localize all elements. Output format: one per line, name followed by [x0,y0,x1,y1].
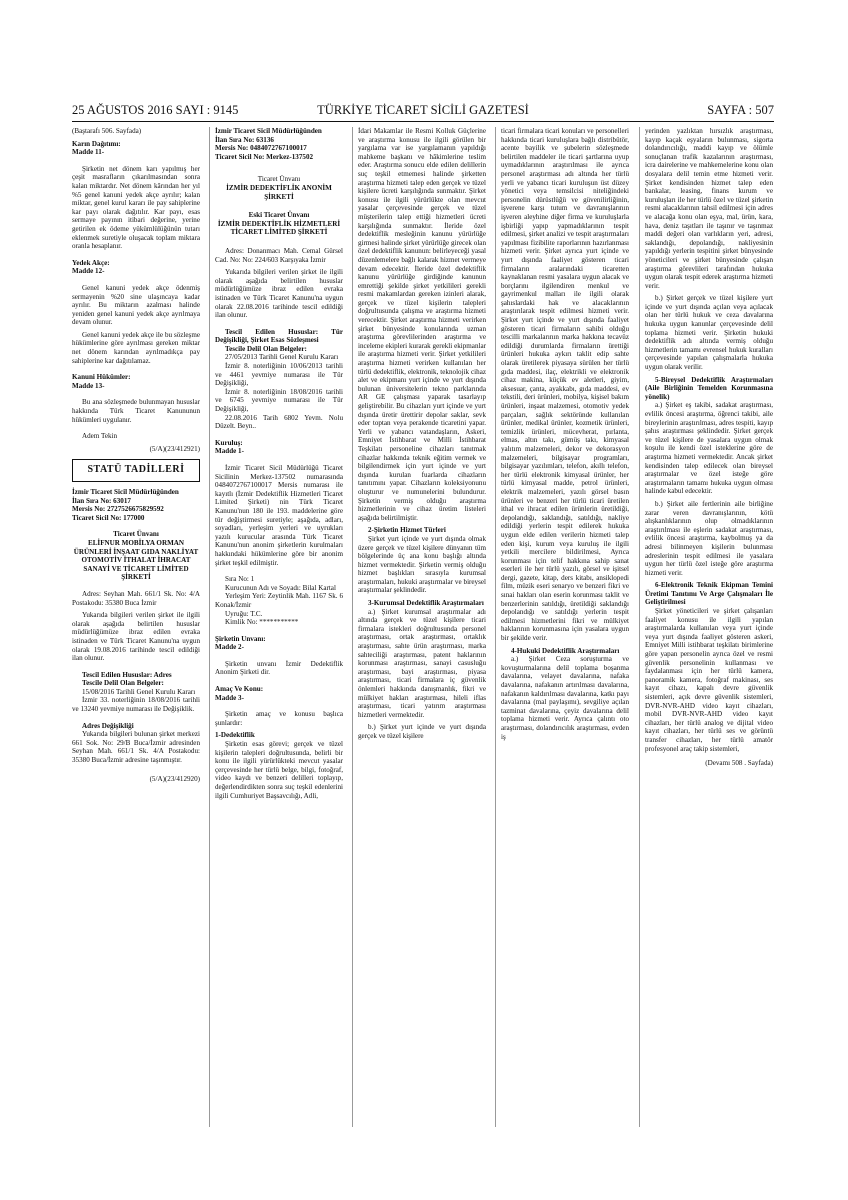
evidence-documents: Tescile Delil Olan Belgeler: [82,679,164,688]
paragraph: Yerleşim Yeri: Zeytinlik Mah. 1167 Sk. 6 Konak/İzmir [215,592,343,609]
section-heading: 4-Hukuki Dedektiflik Araştırmaları [511,646,620,655]
page-number: SAYFA : 507 [707,103,774,117]
paragraph: Yukarıda bilgileri verilen şirket ile ilgili olarak aşağıda belirtilen hususlar müdürlüğümüze ibraz edilen evraka istinaden ve Türk Ticaret Kanunu'na uygun olarak 19.08.2016 tarihinde tescil edildiği ilan olunur. [72,611,200,663]
company-name: ELİFNUR MOBİLYA ORMAN ÜRÜNLERİ İNŞAAT GIDA NAKLİYAT OTOMOTİV İTHALAT İHRACAT SANAYİ VE TİCARET LİMİTED ŞİRKETİ [73,538,199,582]
column-divider [209,127,210,1127]
article-number: Madde 13- [72,381,105,390]
section-heading: 1-Dedektiflik [215,731,255,740]
paragraph: İdari Makamlar ile Resmi Kolluk Güçlerine ve araştırma konusu ile ilgili görülen bir yargılama var ise yargılamanın yapıldığı mahkeme başkanı ve hâkimlerine teslim eder. Araştırma sonucu elde edilen delillerin suç teşkil etmemesi halinde şirketten araştırma hizmeti talep eden gerçek ve tüzel kişilere ücreti karşılığında sunmaktır. Şirket konusu ile ilgili yürürlükte olan mevcut yasalar çerçevesinde gerçek ve tüzel müşterilerin talep ettiği hizmetleri ücreti karşılığında sunmaktır. İleride özel dedektiflik mesleğinin kanunu yürürlüğe girmesi halinde şirket yürürlüğe girecek olan özel dedektiflik kanunun: belirleyeceği yasal düzenlemelere bağlı kalarak hizmet vermeye devam edecektir. İleride özel dedektiflik kanunu yürürlüğe girdiğinde kanunun emrettiği şekilde şirket yetkilileri gerekli resmi makamlardan gereken izinleri alarak, gerçek ve tüzel kişilerin talepleri doğrultusunda çalışma ve araştırma hizmeti verecektir. Şirket araştırma hizmeti verirken şirket bünyesinde konularında uzman araştırma görevlilerinden araştırma ve inceleme ekipleri kurarak gerekli ekipmanlar ile araştırma hizmeti verir. Şirket yetkilileri araştırma hizmeti verirken kullanılan her türlü dedektiflik, elektronik, teknolojik cihaz alet ve ekipmanı yurt içinde ve yurt dışında bulunan üniversitelerin tekno parklarında AR GE çalışması yaparak tasarlayıp geliştirebilir. Bu cihazları yurt içinde ve yurt dışında üretir ürettirir depolar saklar, sevk eder toptan veya perakende ticaretini yapar. Yerli ve yabancı vatandaşların, Askeri, Emniyet İstihbarat ve Milli İstihbarat Teşkilatı personeline cihazları tanıtmak cihazlar hakkında teknik eğitim vermek ve bilgilendirmek için yurt içinde ve yurt dışında kurulan fuarlarda cihazların tanıtımını yapar. Cihazların koleksiyonunu oluşturur ve numunelerini bulundurur. Şirketin vermiş olduğu araştırma hizmetlerinin ve cihaz üretim listeleri aşağıda belirtilmiştir. [358,127,486,522]
column-divider [495,127,496,1127]
section-heading: 2-Şirketin Hizmet Türleri [368,526,446,535]
paragraph: Şirketin amaç ve konusu başlıca şunlardır: [215,710,343,727]
section-box: STATÜ TADİLLERİ [72,459,200,482]
paragraph: Uyruğu: T.C. [225,609,263,618]
column-2 [215,127,343,1127]
paragraph: 27/05/2013 Tarihli Genel Kurulu Kararı [225,353,339,362]
section-heading: Karın Dağıtımı: [72,139,121,148]
company-name: İZMİR DEDEKTİFLİK ANONİM ŞİRKETİ [226,183,332,201]
company-title-label: Ticaret Ünvanı [257,175,301,184]
paragraph: Şirketin esas görevi; gerçek ve tüzel kişilerin talepleri doğrultusunda, belirli bir konu ile ilgili yürürlükteki mevcut yasalar çerçevesinde her türlü belge, bilgi, fotoğraf, video kaydı ve benzeri delilleri toplayıp, değerlendirdikten sonra suç teşkil edenlerini ilgili Cumhuriyet Başsavcılığı, Adli, [215,740,343,800]
paragraph: İzmir 8. noterliğinin 10/06/2013 tarihli ve 4461 yevmiye numarası ile Tür Değişikliği, [215,362,343,388]
notice-number: İlan Sıra No: 63136 [215,135,274,144]
section-heading: Adres Değişikliği [82,721,134,730]
evidence-documents: Tescile Delil Olan Belgeler: [225,344,307,353]
mersis-number: Mersis No: 2727526675829592 [72,505,164,514]
paragraph: b.) Şirket gerçek ve tüzel kişilere yurt içinde ve yurt dışında açılan veya açılacak olan her türlü hukuk ve ceza davalarına hukuka uygun kanunlar çerçevesinde delil toplama hizmeti verir. Şirketin hukuki dedektiflik adı altında vermiş olduğu hizmetlerin tamamı evrensel hukuk kuralları çerçevesinde yapılan çalışmalarla hukuka uygun olarak verilir. [645,294,773,372]
registered-matters: Tescil Edilen Hususlar: Adres [82,670,172,679]
notice-ref: (5/A)(23/412920) [149,774,200,783]
paragraph: Genel kanuni yedek akçe ile bu sözleşme hükümlerine göre ayrılması gereken miktar net dönem karından ayrılmadıkça pay sahiplerine kar dağıtılamaz. [72,330,200,365]
old-company-name: İZMİR DEDEKTİFLİK HİZMETLERİ TİCARET LİMİTED ŞİRKETİ [217,219,341,237]
article-number: Madde 11- [72,148,105,157]
registered-matters: Tescil Edilen Hususlar: Tür Değişikliği, Şirket Esas Sözleşmesi [215,327,343,345]
paragraph: Yukarıda bilgileri verilen şirket ile ilgili olarak aşağıda belirtilen hususlar müdürlüğümüze ibraz edilen evraka istinaden ve Türk Ticaret Kanunu'na uygun olarak 22.08.2016 tarihinde tescil edildiği ilan olunur. [215,268,343,320]
paragraph: Yukarıda bilgileri bulunan şirket merkezi 661 Sok. No: 29/B Buca/İzmir adresinden Seyhan Mah. 661/1 Sk. 4/A Postakodu: 35380 Buca/İzmir adresine taşınmıştır. [72,730,200,765]
paragraph: 22.08.2016 Tarih 6802 Yevm. Nolu Düzelt. Beyn.. [215,413,343,431]
paragraph: a.) Şirket eş takibi, sadakat araştırması, evlilik öncesi araştırma, öğrenci takibi, aile bireylerinin araştırılması, adres tespiti, kayıp şahıs araştırması şeklindedir. Şirket gerçek ve tüzel kişilere de yasalara uygun olmak koşulu ile kendi özel isteklerine göre de araştırma hizmeti vermektedir. Ancak şirket kendisinden talep edilecek olan bireysel araştırmalar ve özel isteğe göre araştırmaların tamamı hukuka uygun olması halinde kabul edecektir. [645,401,773,496]
paragraph: Şirketin net dönem karı yapılmış her çeşit masrafların çıkarılmasından sonra kalan miktardır. Net dönem kârından her yıl %5 genel kanuni yedek akçe ayrılır; kalan miktar, genel kurul kararı ile pay sahiplerine kar payı olarak dağıtılır. Kar payı, esas sermaye payının itibari değerine, yerine getirilen ek ödeme yükümlülüğünün tutarı eklenmek suretiyle oluşacak toplam miktara oranla hesaplanır. [72,164,200,251]
company-title-label: Ticaret Ünvanı [113,530,159,539]
registry-number: Ticaret Sicil No: 177000 [72,513,145,522]
paragraph: yerinden yazlıktan hırsızlık araştırması, kayıp kaçak eşyaların bulunması, sigorta dolandırıcılığı, maddi kayıp ve ölümle sonuçlanan trafik kazalarının araştırması, icra dairelerine ve mahkemelerine konu olan dosyalara delil temin etme hizmeti verir. Şirket kendisinden hizmet talep eden bankalar, leasing, finans kurum ve kuruluşları ile her türlü özel ve tüzel şirketin resmi alacaklarının tahsil edilmesi için adres ve alacağa konu olan eşya, mal, ürün, kara, hava, deniz taşıtları ile taşınır ve taşınmaz maddi değeri olan varlıkların yeri, adresi, saklandığı, depolandığı, nakliyesinin yapıldığı yerlerin tespitini şirket bünyesinde yöneticileri ve şirket bünyesinde çalışan araştırma görevlileri tarafından hukuka uygun olarak tespit ederek araştırma hizmeti verir. [645,127,773,290]
mersis-number: Mersis No: 0484072767100017 [215,144,307,153]
company-address: Adres: Seyhan Mah. 661/1 Sk. No: 4/A Postakodu: 35380 Buca İzmir [72,589,200,607]
paragraph: a.) Şirket kurumsal araştırmalar adı altında gerçek ve tüzel kişilere ticari firmalara istekleri doğrultusunda personel araştırması, ortak araştırması, ortaklık araştırması, sahte ürün araştırması, marka sahteciliği araştırması, patent haklarının korunması araştırması, sanayi casusluğu araştırması, bayi araştırması, piyasa araştırması, ticari firmalara iç güvenlik önlemleri hakkında danışmanlık, fikri ve mülkiyet hakları araştırması, hileli iflas araştırması, ticari yatırım araştırması hizmetleri vermektedir. [358,607,486,719]
signatory: Adem Tekin [82,432,118,441]
paragraph: ticari firmalara ticari konuları ve personelleri hakkında ticari kuruluşlara bağlı distribütör, acente bayilik ve şubelerin sözleşmede belirtilen maddeler ile ticari şartlarına uyup uymadıklarının araştırılması ile ayrıca personel araştırması adı altında her türlü yerli ve yabancı ticari kuruluşun üst düzey yönetici veya temsilcisi niteliğindeki personelin dürüstlüğü ve güvenilirliğinin, işverene karşı tutum ve davranışlarının işveren aleyhine diğer firma ve kuruluşlarla işbirliği yapıp yapmadıklarının tespit edilmesi, şirket analizi ve tespit araştırmaları yapılması fizibilite raporlarının hazırlanması hizmeti verir. Şirket ayrıca yurt içinde ve yurt dışında faaliyet gösteren ticari firmaların aralarındaki ticaretten kaynaklanan resmi yasalara uygun alacak ve borçlarını ilgilendiren menkul ve gayrimenkul malları ile ilgili olarak şahıslardaki hak ve alacaklarının araştırılarak tespit edilmesi hizmeti verir. Şirket yurt içinde ve yurt dışında faaliyet gösteren ticari firmaların sahibi olduğu tescilli markalarının marka hakkına tecavüz edildiği durumlarda firmaların ürettiği ürünleri hukuka aykırı taklit edip sahte olarak üretilerek piyasaya sürülen her türlü gıda maddesi, ilaç, elektrikli ve elektronik cihaz makina, küçük ev aletleri, giyim, aksesuar, çanta, ayakkabı, gıda maddesi, ev tekstili, deri ürünleri, mobilya, kişisel bakım ürünleri, inşaat malzemesi, otomotiv yedek parçaları, sağlık sektöründe kullanılan ürünler, medikal ürünler, kozmetik ürünleri, temizlik ürünleri, mücevherat, pırlanta, elmas, altın takı, gümüş takı, kimyasal yalıtım malzemeleri, dekor ve dekorasyon malzemeleri, bilgisayar programları, bilgisayar yazılımları, telefon, akıllı telefon, her türlü elektronik kimyasal ürünler, her türlü kimyasal madde, petrol ürünleri, elektrik malzemeleri, yazılı görsel basın ürünleri ve benzeri her türlü ticari üretilen ithal ve ihracat edilen ürünlerin üretildiği, depolandığı, saklandığı, satıldığı, nakliye edildiği yerlerin tespit edilerek hukuka uygun elde edilen verilerin hizmeti talep eden kişi, kurum veya kuruluş ile ilgili yetkili mercilere bildirilmesi, Ayrıca korunması için telif hakkına sahip sanat eserleri ile her türlü yazılı, görsel ve işitsel dergi, gazete, kitap, ders kitabı, ansiklopedi film, müzik eseri senaryo ve benzeri fikri ve sınai hakları olan eserin korunması taklit ve benzerlerinin satıldığı, üretildiği saklandığı depolandığı ve satıldığı yerlerin tespit edilmesi hizmetlerini fikri ve mülkiyet haklarının korunmasına için yasalara uygun bir şekilde verir. [501,127,629,643]
paragraph: İzmir 8. noterliğinin 18/08/2016 tarihli ve 6745 yevmiye numarası ile Tür Değişikliği, [215,387,343,414]
paragraph: b.) Şirket aile fertlerinin aile birliğine zarar veren davranışlarının, kötü alışkanlıklarının olup olmadıklarının araştırılması ile eşlerin sadakat araştırması, evlilik öncesi araştırma, kaybolmuş ya da adresi bilinmeyen kişilerin bulunması adreslerinin tespit edilmesi ile yasalara uygun her türlü özel isteğe göre araştırma hizmeti verir. [645,499,773,577]
paragraph: Bu ana sözleşmede bulunmayan hususlar hakkında Türk Ticaret Kanununun hükümleri uygulanır. [72,398,200,424]
old-title-label: Eski Ticaret Ünvanı [248,211,310,220]
column-4 [501,127,629,1127]
section-heading: 3-Kurumsal Dedektiflik Araştırmaları [368,599,484,608]
gazette-title: TÜRKİYE TİCARET SİCİLİ GAZETESİ [317,103,529,117]
registry-number: Ticaret Sicil No: Merkez-137502 [215,152,314,161]
continued-from: (Baştarafı 506. Sayfada) [72,127,142,135]
column-5 [645,127,773,1127]
registry-office: İzmir Ticaret Sicil Müdürlüğünden [72,488,179,496]
article-number: Madde 2- [215,643,244,652]
article-number: Madde 3- [215,693,244,702]
column-3 [358,127,486,1127]
paragraph: Kurucunun Adı ve Soyadı: Bilal Kartal [225,583,336,592]
header-rule [72,121,774,122]
paragraph: Genel kanuni yedek akçe ödenmiş sermayenin %20 sine ulaşıncaya kadar ayrılır. Bu miktarın azalması halinde yeniden genel kanuni yedek akçe ayrılmaya devam olunur. [72,283,200,327]
article-number: Madde 12- [72,267,105,276]
paragraph: Şirketin unvanı İzmir Dedektiflik Anonim Şirketi dir. [215,659,343,677]
page-header [72,103,774,119]
section-heading: Yedek Akçe: [72,258,110,267]
section-heading: Amaç Ve Konu: [215,685,264,694]
paragraph: b.) Şirket yurt içinde ve yurt dışında gerçek ve tüzel kişilere [358,723,486,740]
paragraph: Kimlik No: *********** [225,618,299,627]
section-heading: 5-Bireysel Dedektiflik Araştırmaları (Aile Birliğinin Temelden Korunmasına yönelik) [645,375,773,401]
column-divider [639,127,640,1127]
paragraph: 15/08/2016 Tarihli Genel Kurulu Kararı [82,687,196,696]
section-heading: Şirketin Unvanı: [215,634,266,643]
paragraph: Şirket yurt içinde ve yurt dışında olmak üzere gerçek ve tüzel kişilere dünyanın tüm bölgelerinde üç ana konu başlığı altında hizmet vermektedir. Şirketin vermiş olduğu hizmet başlıkları sırasıyla kurumsal araştırmaları, hukuki araştırmalar ve bireysel araştırmalar şeklindedir. [358,534,486,595]
continued-on: (Devamı 508 . Sayfada) [705,759,773,768]
column-divider [352,127,353,1127]
section-heading: Kanuni Hükümler: [72,373,131,382]
section-heading: Kuruluş: [215,438,243,447]
company-address: Adres: Donanmacı Mah. Cemal Gürsel Cad. No: No: 224/603 Karşıyaka İzmir [215,246,343,264]
paragraph: İzmir Ticaret Sicil Müdürlüğü Ticaret Sicilinin Merkez-137502 numarasında 0484072767100017 Mersis numarası ile kayıtlı (İzmir Dedektiflik Hizmetleri Ticaret Limited Şirketi) nin Türk Ticaret Kanunu'nun 180 ile 193. maddelerine göre tür değiştirmesi suretiyle; aşağıda, adları, soyadları, yerleşim yerleri ve uyrukları yazılı kurucular arasında Türk Ticaret Kanunu'nun anonim şirketlerin kurulmaları hakkındaki hükümlerine göre bir anonim şirket teşkil edilmiştir. [215,464,343,567]
section-heading: 6-Elektronik Teknik Ekipman Temini Üretimi Tanıtımı Ve Arge Çalışmaları İle Geliştirilmesi [645,581,773,607]
issue-date: 25 AĞUSTOS 2016 SAYI : 9145 [72,103,239,117]
paragraph: Şirket yöneticileri ve şirket çalışanları faaliyet konusu ile ilgili yapılan araştırmalarda kullanılan veya yurt içinde veya yurt dışında faaliyet gösteren askeri, Emniyet Milli istihbarat teşkilatı birimlerine göre yapan personelin ayrıca özel ve resmi güvenlik personelinin kullanması ve faydalanması için her türlü kamera, panoramik kamera, fotoğraf makinası, ses kayıt cihazı, kapalı devre güvenlik sistemleri, açık devre güvenlik sistemleri, DVR-NVR-AHD video kayıt cihazları, mobil DVR-NVR-AHD video kayıt cihazları, her türlü analog ve dijital video kayıt cihazları, her türlü ses ve görüntü transfer cihazları, her türlü amatör profesyonel araç takip sistemleri, [645,607,773,753]
notice-ref: (5/A)(23/412921) [149,444,200,453]
paragraph: İzmir 33. noterliğinin 18/08/2016 tarihli ve 13240 yevmiye numarası ile Değişiklik. [72,696,200,714]
paragraph: a.) Şirket Ceza soruşturma ve kovuşturmalarına delil toplama boşanma davalarına, velayet davalarına, nafaka davalarına, nafakanın artırılması davalarına, nafakanın kaldırılması davalarına, katkı payı davalarına (mal paylaşımı), sevgiliye açılan tazminat davalarına, çeyiz davalarına delil toplama hizmeti verir. Ayrıca çalıntı oto araştırması, dolandırıcılık araştırması, evden iş [501,655,629,741]
paragraph: Sıra No: 1 [225,575,255,584]
notice-number: İlan Sıra No: 63017 [72,496,131,505]
registry-office: İzmir Ticaret Sicil Müdürlüğünden [215,127,322,135]
column-1 [72,127,200,1127]
article-number: Madde 1- [215,447,244,456]
